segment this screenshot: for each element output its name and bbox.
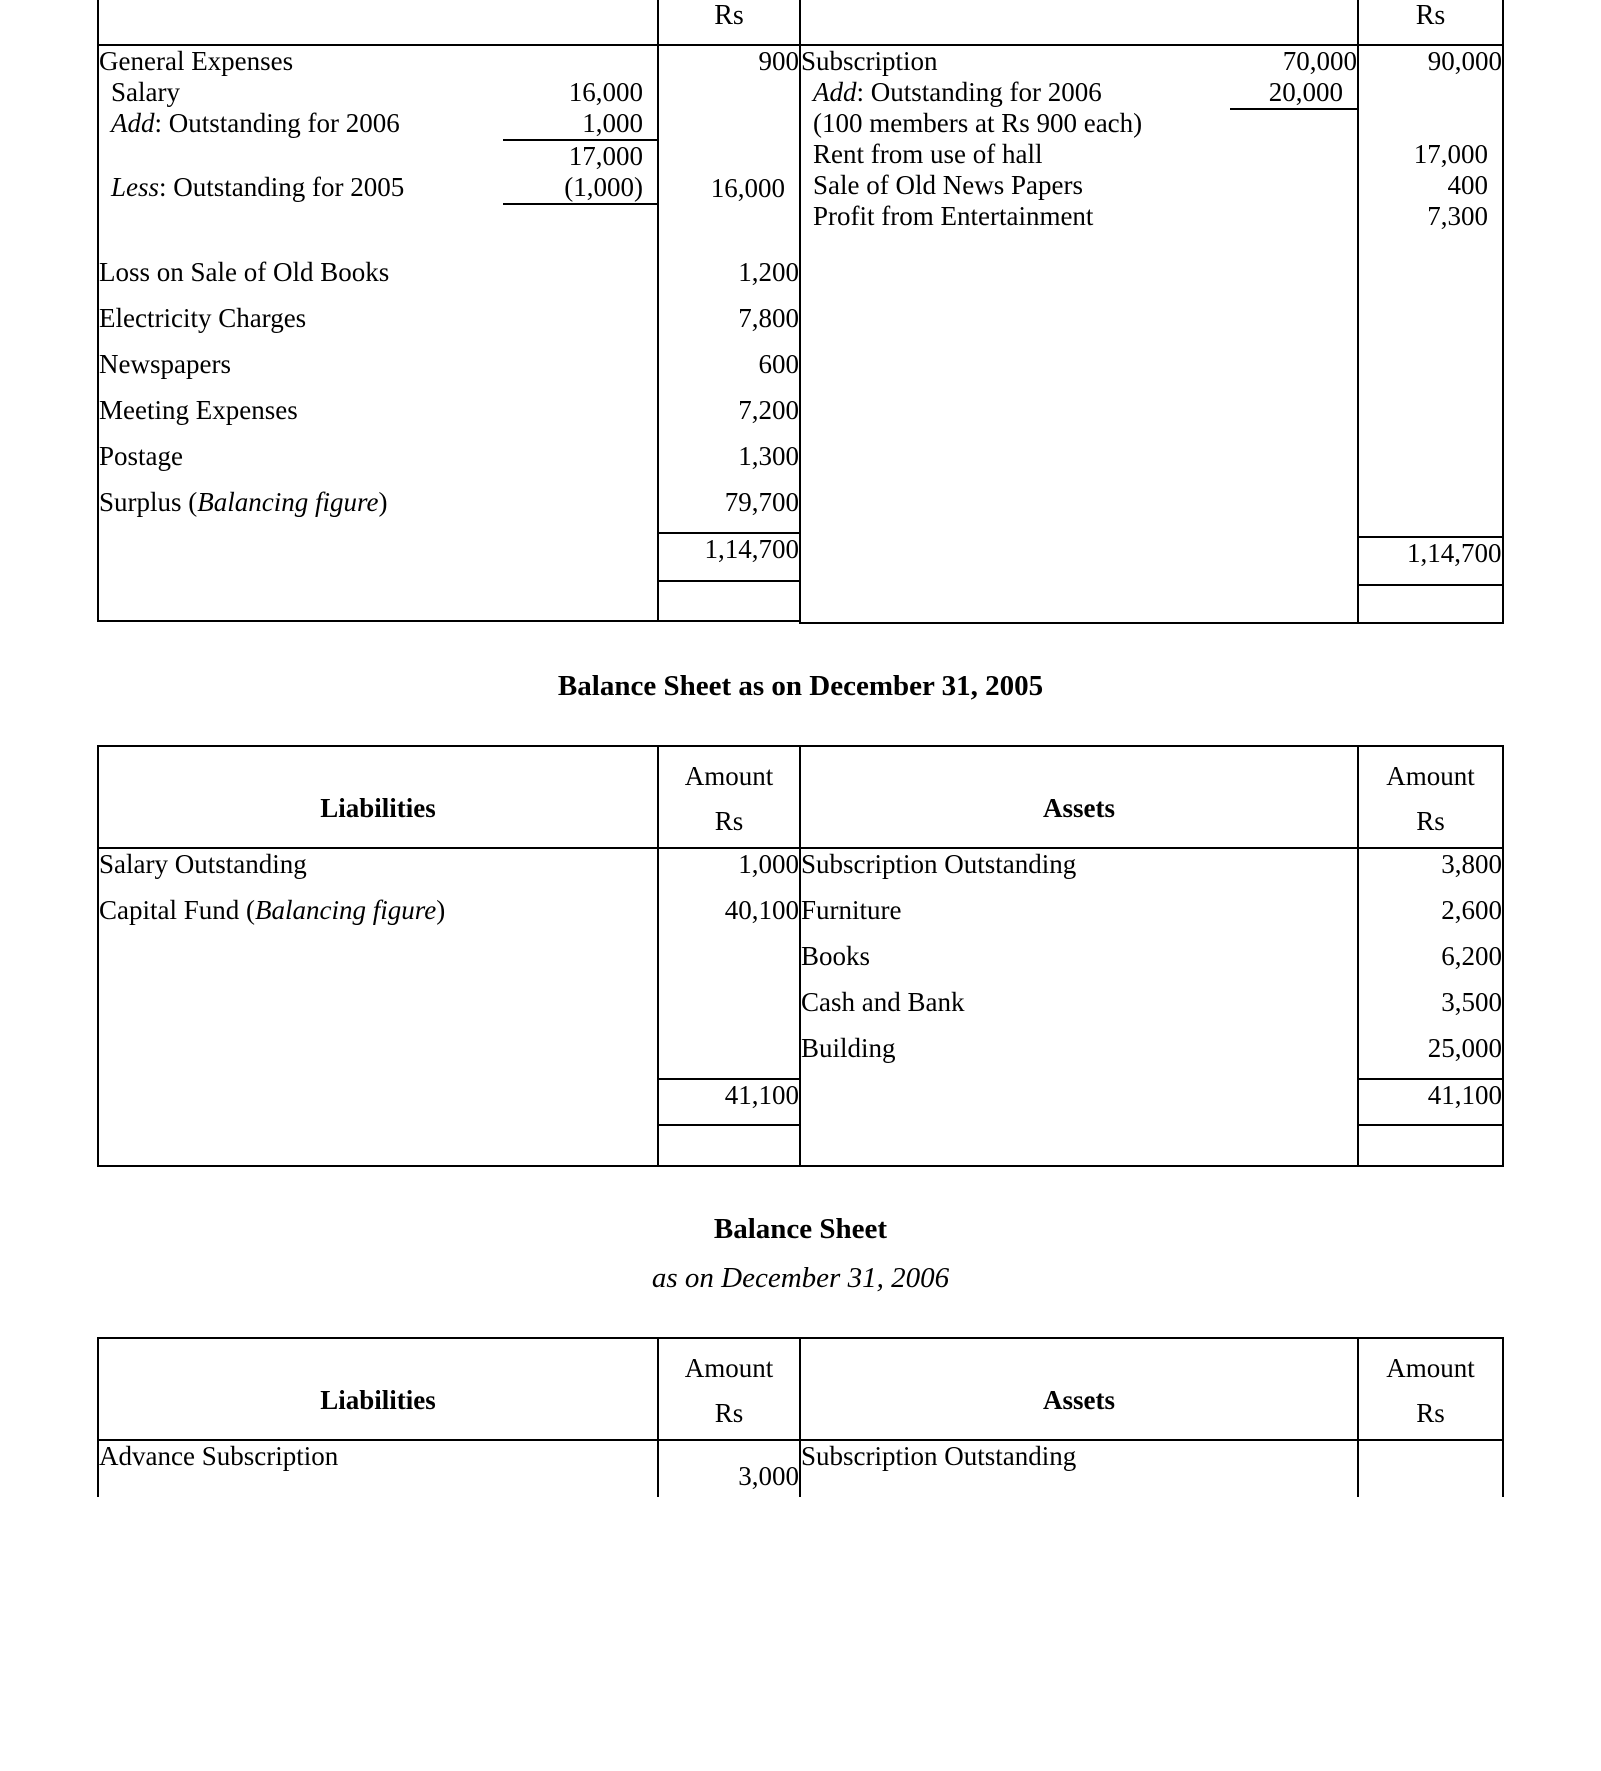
expenditure-total: 1,14,700 [658, 533, 800, 581]
liability-label: Capital Fund (Balancing figure) [98, 895, 658, 941]
entertainment-amount: 7,300 [1427, 201, 1488, 231]
old-news-amount: 400 [1447, 170, 1488, 200]
assets-header: Assets [800, 1338, 1358, 1440]
liability-amount: 40,100 [658, 895, 800, 941]
asset-amount: 6,200 [1358, 941, 1503, 987]
table-header-row [98, 1338, 1503, 1440]
liabilities-header: Liabilities [98, 746, 658, 848]
income-total-row [98, 537, 1503, 585]
asset-amount: 2,600 [1358, 895, 1503, 941]
expenditure-amount: 1,300 [658, 441, 800, 487]
liability-label: Advance Subscription [98, 1440, 658, 1497]
salary-subtotal-label [99, 140, 503, 172]
liabilities-amount-header: Amount Rs [658, 1338, 800, 1440]
balance-sheet-2006-table [97, 1337, 1504, 1497]
liabilities-header: Liabilities [98, 1338, 658, 1440]
asset-label: Subscription Outstanding [800, 848, 1358, 895]
salary-block [98, 77, 658, 257]
expenditure-amount: 900 [658, 45, 800, 77]
salary-add-label: Add: Outstanding for 2006 [111, 108, 400, 138]
asset-label: Cash and Bank [800, 987, 1358, 1033]
table-row [98, 257, 1503, 303]
liability-label: Salary Outstanding [98, 848, 658, 895]
table-row [98, 45, 1503, 77]
expenditure-label: General Expenses [98, 45, 658, 77]
income-add-amount: 20,000 [1230, 77, 1357, 109]
income-add-label: Add: Outstanding for 2006 [813, 77, 1102, 107]
table-row [98, 1033, 1503, 1079]
surplus-amount: 79,700 [658, 487, 800, 533]
income-add-cell [800, 77, 1230, 257]
salary-net-cell [658, 77, 800, 257]
salary-less-label: Less: Outstanding for 2005 [111, 172, 405, 202]
asset-label: Subscription Outstanding [800, 1440, 1358, 1497]
salary-net-amount: 16,000 [710, 173, 785, 203]
table-row [98, 941, 1503, 987]
expenditure-label: Meeting Expenses [98, 395, 658, 441]
assets-amount-header: Amount Rs [1358, 746, 1503, 848]
header-rs-right: Rs [1358, 0, 1503, 45]
income-expenditure-table [97, 0, 1504, 622]
entertainment-label: Profit from Entertainment [813, 201, 1094, 231]
assets-amount-header: Amount Rs [1358, 1338, 1503, 1440]
salary-label: Salary [111, 77, 180, 107]
rent-label: Rent from use of hall [813, 139, 1043, 169]
total-underline-row [98, 1125, 1503, 1166]
asset-label: Books [800, 941, 1358, 987]
asset-amount: 3,500 [1358, 987, 1503, 1033]
expenditure-amount: 1,200 [658, 257, 800, 303]
header-rs-left: Rs [658, 0, 800, 45]
liabilities-total: 41,100 [658, 1079, 800, 1125]
balance-sheet-2006-title: Balance Sheet as on December 31, 2006 [0, 1213, 1601, 1295]
asset-amount [1358, 1440, 1503, 1497]
table-header-row [98, 0, 1503, 45]
expenditure-label: Electricity Charges [98, 303, 658, 349]
asset-label: Furniture [800, 895, 1358, 941]
old-news-label: Sale of Old News Papers [813, 170, 1083, 200]
rent-amount: 17,000 [1413, 139, 1488, 169]
expenditure-label: Postage [98, 441, 658, 487]
table-row [98, 77, 1503, 257]
table-header-row [98, 746, 1503, 848]
asset-amount: 25,000 [1358, 1033, 1503, 1079]
liabilities-amount-header: Amount Rs [658, 746, 800, 848]
asset-amount: 3,800 [1358, 848, 1503, 895]
table-row [98, 1440, 1503, 1497]
table-row [98, 895, 1503, 941]
expenditure-amount: 7,800 [658, 303, 800, 349]
liability-amount: 3,000 [658, 1440, 800, 1497]
expenditure-amount: 7,200 [658, 395, 800, 441]
income-subvalue: 70,000 [1230, 45, 1358, 77]
total-row [98, 1079, 1503, 1125]
income-total-strip [98, 536, 1504, 624]
assets-header: Assets [800, 746, 1358, 848]
liability-amount: 1,000 [658, 848, 800, 895]
expenditure-label: Newspapers [98, 349, 658, 395]
asset-label: Building [800, 1033, 1358, 1079]
salary-subtotal: 17,000 [568, 141, 643, 171]
table-row [98, 987, 1503, 1033]
income-amount: 90,000 [1358, 45, 1503, 77]
income-total: 1,14,700 [1358, 537, 1503, 585]
income-note: (100 members at Rs 900 each) [813, 108, 1143, 138]
table-row [98, 848, 1503, 895]
salary-amount: 16,000 [568, 77, 643, 107]
income-add-amount-cell [1230, 77, 1358, 257]
balance-sheet-2006-subtitle: as on December 31, 2006 [651, 1262, 950, 1294]
salary-less-amount: (1,000) [503, 172, 657, 204]
balance-sheet-2005-title: Balance Sheet as on December 31, 2005 [557, 670, 1044, 702]
income-total-underline-row [98, 585, 1503, 623]
income-label: Subscription [800, 45, 1230, 77]
balance-sheet-2005-table [97, 745, 1504, 1167]
surplus-label: Surplus (Balancing figure) [98, 487, 658, 533]
salary-add-amount: 1,000 [503, 108, 657, 140]
income-amounts-cell [1358, 77, 1503, 257]
expenditure-label: Loss on Sale of Old Books [98, 257, 658, 303]
expenditure-amount: 600 [658, 349, 800, 395]
assets-total: 41,100 [1358, 1079, 1503, 1125]
